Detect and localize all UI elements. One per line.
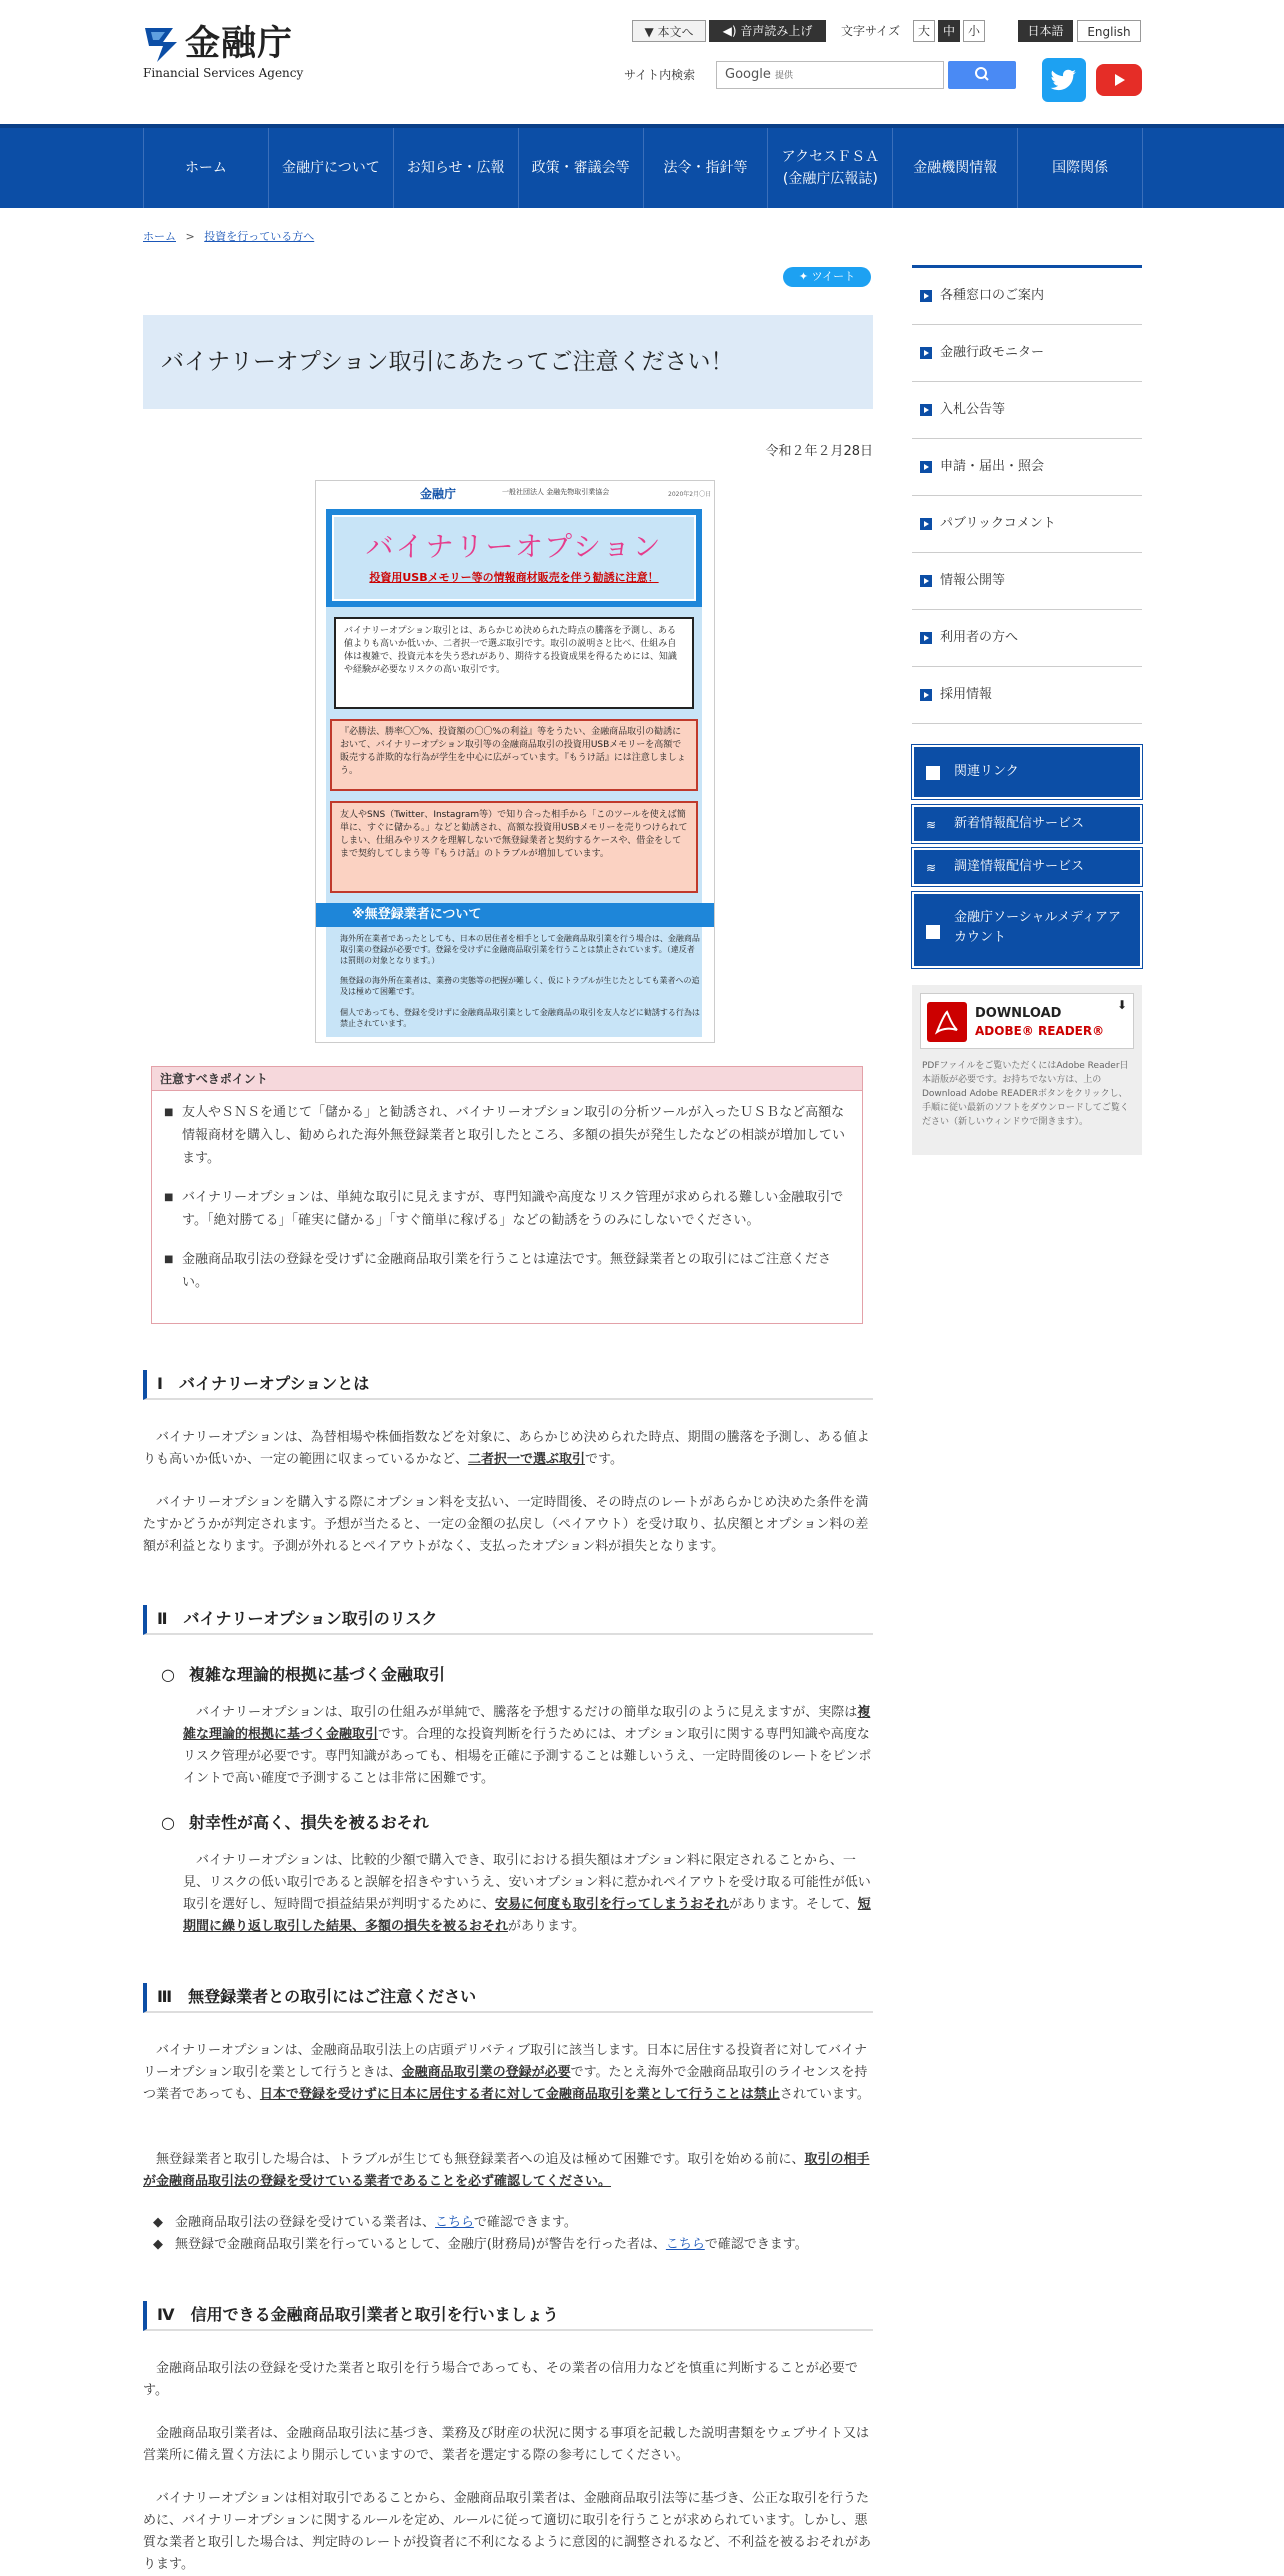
sidebar-item-label: 申請・届出・照会 [940, 459, 1045, 474]
page-title: バイナリーオプション取引にあたってご注意ください！ [143, 315, 873, 409]
site-header [0, 0, 1284, 124]
flyer-box-usb-scam: 『必勝法、勝率〇〇%、投資額の〇〇%の利益』等をうたい、金融商品取引の勧誘において、バイナリーオプション取引等の金融商品取引の投資用USBメモリーを高額で販売する詐欺的な行為が学生を中心に広がっています。『もうけ話』には注意しましょう。 [330, 719, 698, 791]
tweet-button[interactable] [783, 267, 871, 287]
breadcrumb-current[interactable]: 投資を行っている方へ [204, 230, 315, 243]
flyer-date: 2020年2月〇日 [668, 491, 712, 498]
emphasis: 金融商品取引業の登録が必要 [401, 2065, 571, 2080]
chevron-right-icon [926, 766, 940, 780]
flyer-item-2: 無登録の海外所在業者は、業務の実態等の把握が難しく、仮にトラブルが生じたとしても業者への追及は極めて困難です。 [340, 976, 700, 996]
text: 金融商品取引法の登録を受けている業者は、 [175, 2215, 436, 2230]
section-heading-1 [143, 1370, 873, 1400]
text: されています。 [779, 2087, 870, 2102]
adobe-download-text: DOWNLOAD [975, 1006, 1062, 1021]
caution-item: ■ 金融商品取引法の登録を受けずに金融商品取引業を行うことは違法です。無登録業者との取引にはご注意ください。 [162, 1248, 852, 1294]
section-number: Ⅲ [157, 1987, 173, 2006]
section-title: バイナリーオプション取引のリスク [183, 1609, 438, 1628]
related-links-label: 関連リンク [954, 764, 1019, 779]
emphasis: 安易に何度も取引を行ってしまうおそれ [495, 1897, 730, 1912]
chevron-right-icon [920, 632, 932, 644]
warned-list-link[interactable]: こちら [665, 2237, 705, 2252]
sidebar-item-label: 各種窓口のご案内 [940, 288, 1045, 303]
twitter-bird-icon: ✦ [798, 270, 809, 283]
flyer-item-3: 個人であっても、登録を受けずに金融商品取引業として金融商品の取引を友人などに勧誘する行為は禁止されています。 [340, 1008, 700, 1028]
section3-para2 [143, 2149, 873, 2193]
text: があります。 [508, 1919, 585, 1934]
sidebar-item-public-comment[interactable] [912, 496, 1142, 553]
emphasis: 二者択一で選ぶ取引 [468, 1452, 586, 1467]
text: バイナリーオプションは、為替相場や株価指数などを対象に、あらかじめ決められた時点、期間の騰落を予測し、ある値よりも高いか低いか、一定の範囲に収まっているかなど、 [143, 1430, 870, 1467]
section-title: 無登録業者との取引にはご注意ください [188, 1987, 477, 2006]
sidebar-item-label: パブリックコメント [940, 516, 1056, 531]
text: です。 [585, 1452, 623, 1467]
rss-icon: ≋ [926, 818, 937, 832]
sidebar-item-contact[interactable] [912, 268, 1142, 325]
sidebar-item-label: 利用者の方へ [940, 630, 1019, 645]
flyer-subtitle: 投資用USBメモリー等の情報商材販売を伴う勧誘に注意！ [369, 571, 659, 584]
fsa-logo[interactable] [143, 22, 313, 82]
nav-institutions[interactable]: 金融機関情報 [893, 128, 1018, 208]
twitter-icon[interactable] [1042, 58, 1086, 102]
flyer-band-unregistered: ※無登録業者について [316, 903, 714, 927]
skip-label: 本文へ [657, 25, 694, 39]
adobe-reader-download-button[interactable] [920, 993, 1134, 1049]
section2-para1 [183, 1702, 873, 1790]
flyer-title: バイナリーオプション [365, 530, 663, 563]
section4-para2: 金融商品取引業者は、金融商品取引法に基づき、業務及び財産の状況に関する事項を記載した説明書類をウェブサイト又は営業所に備え置く方法により開示していますので、業者を選定する際の参考にしてください。 [143, 2426, 870, 2463]
text: 無登録業者と取引した場合は、トラブルが生じても無登録業者への追及は極めて困難です。取引を始める前に、 [156, 2152, 805, 2167]
text: バイナリーオプションは、比較的少額で購入でき、取引における損失額はオプション料に限定されることから、一見、リスクの低い取引であると誤解を招きやすいうえ、安いオプション料に惹かれペイアウトを受け取る可能性が低い取引を選好し、短時間で損益結果が判明するために、 [183, 1853, 871, 1912]
caution-points-box [151, 1066, 863, 1324]
flyer-logo-association: 一般社団法人 金融先物取引業協会 [502, 488, 610, 496]
search-provider: 提供 [774, 71, 793, 81]
nav-access-fsa[interactable]: アクセスＦＳＡ (金融庁広報誌) [768, 128, 893, 208]
rss-news-button[interactable] [912, 805, 1142, 843]
lang-japanese-button[interactable]: 日本語 [1018, 20, 1073, 42]
flyer-box-definition: バイナリーオプション取引とは、あらかじめ決められた時点の騰落を予測し、ある値よりも高いか低いか、二者択一で選ぶ取引です。取引の説明さと比べ、仕組み自体は複雑で、投資元本を失う恐れがあり、期待する投資成果を得るためには、知識や経験が必要なリスクの高い取引です。 [334, 617, 694, 709]
sidebar-item-bids[interactable] [912, 382, 1142, 439]
section3-para1 [143, 2040, 873, 2106]
emphasis: 日本で登録を受けずに日本に居住する者に対して金融商品取引を業として行うことは禁止 [259, 2087, 780, 2102]
chevron-right-icon [920, 461, 932, 473]
sidebar-item-label: 金融行政モニター [940, 345, 1045, 360]
caution-item: ■ 友人やＳＮＳを通じて「儲かる」と勧誘され、バイナリーオプション取引の分析ツールが入ったＵＳＢなど高額な情報商材を購入し、勧められた海外無登録業者と取引したところ、多額の損失が発生したなどの相談が増加しています。 [162, 1101, 852, 1170]
registered-list-link[interactable]: こちら [435, 2215, 474, 2230]
adobe-pdf-icon [927, 1002, 967, 1042]
subheading-complex: ○ 複雑な理論的根拠に基づく金融取引 [161, 1662, 445, 1685]
flyer-title-frame [326, 509, 702, 607]
global-nav [0, 124, 1284, 208]
chevron-right-icon [920, 404, 932, 416]
section4-para1: 金融商品取引法の登録を受けた業者と取引を行う場合であっても、その業者の信用力などを慎重に判断することが必要です。 [143, 2361, 858, 2398]
sidebar-item-label: 採用情報 [940, 687, 993, 702]
publish-date: 令和２年２月28日 [765, 444, 873, 459]
read-aloud-label: 音声読み上げ [740, 24, 813, 38]
lang-english-button[interactable]: English [1077, 20, 1141, 42]
rss-procurement-button[interactable] [912, 848, 1142, 886]
skip-to-content-button[interactable]: ▼ 本文へ [632, 20, 706, 42]
social-media-label: 金融庁ソーシャルメディアアカウント [954, 910, 1122, 945]
logo-english: Financial Services Agency [143, 66, 304, 80]
search-icon [948, 61, 1016, 89]
sidebar-item-disclosure[interactable] [912, 553, 1142, 610]
breadcrumb [143, 228, 314, 244]
text: です。合理的な投資判断を行うためには、オプション取引に関する専門知識や高度なリスク管理が必要です。専門知識があっても、相場を正確に予測することは難しいうえ、一定時間後のレートをピンポイントで高い確度で予測することは非常に困難です。 [183, 1727, 872, 1786]
section2-para2 [183, 1850, 873, 1938]
section-title: バイナリーオプションとは [178, 1374, 370, 1393]
read-aloud-button[interactable]: ◀) 音声読み上げ [709, 20, 826, 42]
font-size-medium[interactable]: 中 [938, 20, 960, 42]
text: があります。そして、 [729, 1897, 858, 1912]
nav-news[interactable]: お知らせ・広報 [394, 128, 519, 208]
section-number: Ⅱ [157, 1609, 168, 1628]
warned-check-item [153, 2235, 808, 2255]
fsa-logo-mark [143, 24, 181, 64]
youtube-icon[interactable] [1096, 64, 1142, 96]
tweet-label: ツイート [811, 270, 856, 283]
sidebar-item-recruit[interactable] [912, 667, 1142, 724]
sidebar-item-users[interactable] [912, 610, 1142, 667]
breadcrumb-separator: > [185, 230, 195, 243]
text: バイナリーオプションは、金融商品取引法上の店頭デリバティブ取引に該当します。日本に居住する投資者に対してバイナリーオプション取引を業として行うときは、 [143, 2043, 868, 2080]
nav-home[interactable]: ホーム [144, 128, 269, 208]
section-title: 信用できる金融商品取引業者と取引を行いましょう [190, 2305, 559, 2324]
speaker-icon: ◀ [722, 24, 732, 38]
font-size-label: 文字サイズ [841, 24, 901, 38]
rss-news-label: 新着情報配信サービス [954, 816, 1085, 831]
text: です。たとえ海外で金融商品取引のライセンスを持つ業者であっても、 [143, 2065, 868, 2102]
warning-flyer-image [315, 480, 715, 1043]
chevron-right-icon [926, 925, 940, 939]
google-brand: Google [725, 67, 771, 82]
sidebar-item-applications[interactable] [912, 439, 1142, 496]
chevron-right-icon [920, 290, 932, 302]
text: 無登録で金融商品取引業を行っているとして、金融庁(財務局)が警告を行った者は、 [175, 2237, 666, 2252]
flyer-box-sns: 友人やSNS（Twitter、Instagram等）で知り合った相手から「このツールを使えば簡単に、すぐに儲かる。」などと勧誘され、高額な投資用USBメモリーを売りつけられてしまい、仕組みやリスクを理解しないで無登録業者と契約するケースや、借金をしてまで契約してしまう等『もうけ話』のトラブルが増加しています。 [330, 801, 698, 893]
search-input[interactable] [716, 61, 944, 89]
chevron-right-icon [920, 575, 932, 587]
font-size-large[interactable]: 大 [913, 20, 935, 42]
logo-kanji: 金融庁 [185, 24, 294, 64]
adobe-reader-note: PDFファイルをご覧いただくにはAdobe Reader日本語版が必要です。お持ちでない方は、上のDownload Adobe READERボタンをクリックし、手順に従い最新のソフトをダウンロードしてご覧ください（新しいウィンドウで開きます）。 [922, 1061, 1129, 1127]
section-number: Ⅳ [157, 2305, 175, 2324]
adobe-reader-text: ADOBE® READER® [975, 1024, 1105, 1038]
text: で確認できます。 [704, 2237, 808, 2252]
section-heading-4 [143, 2301, 873, 2331]
flyer-item-1: 海外所在業者であったとしても、日本の居住者を相手として金融商品取引業を行う場合は、金融商品取引業の登録が必要です。登録を受けずに金融商品取引業を行うことは禁止されています。（違反者は罰則の対象となります。） [340, 934, 700, 965]
registered-check-item [153, 2213, 577, 2233]
chevron-right-icon [920, 347, 932, 359]
section-heading-3 [143, 1983, 873, 2013]
nav-international[interactable]: 国際関係 [1018, 128, 1143, 208]
nav-about[interactable]: 金融庁について [269, 128, 394, 208]
sidebar [912, 265, 1142, 1127]
chevron-right-icon [920, 689, 932, 701]
breadcrumb-home[interactable]: ホーム [143, 230, 176, 243]
search-button[interactable] [948, 61, 1016, 89]
social-media-button[interactable] [912, 892, 1142, 968]
emphasis: 短期間に繰り返し取引した結果、多額の損失を被るおそれ [183, 1897, 871, 1934]
flyer-logo-fsa: 金融庁 [420, 487, 457, 501]
section1-para2: バイナリーオプションを購入する際にオプション料を支払い、一定時間後、その時点のレートがあらかじめ決めた条件を満たすかどうかが判定されます。予想が当たると、一定の金額の払戻し（ペイアウト）を受け取り、払戻額とオプション料の差額が利益となります。予測が外れるとペイアウトがなく、支払ったオプション料が損失となります。 [143, 1495, 869, 1554]
caution-points-heading: 注意すべきポイント [152, 1067, 862, 1091]
site-search-label: サイト内検索 [624, 68, 696, 82]
chevron-right-icon [920, 518, 932, 530]
sidebar-item-label: 入札公告等 [940, 402, 1006, 417]
subheading-speculative: ○ 射幸性が高く、損失を被るおそれ [161, 1810, 429, 1833]
rss-procurement-label: 調達情報配信サービス [954, 859, 1085, 874]
section-number: Ⅰ [157, 1374, 163, 1393]
emphasis: 複雑な理論的根拠に基づく金融取引 [183, 1705, 871, 1742]
related-links-button[interactable] [912, 745, 1142, 799]
text: で確認できます。 [473, 2215, 577, 2230]
nav-policy[interactable]: 政策・審議会等 [519, 128, 644, 208]
nav-laws[interactable]: 法令・指針等 [644, 128, 769, 208]
emphasis: 取引の相手が金融商品取引法の登録を受けている業者であることを必ず確認してください。 [143, 2152, 870, 2189]
rss-icon: ≋ [926, 861, 937, 875]
font-size-small[interactable]: 小 [963, 20, 985, 42]
caution-item: ■ バイナリーオプションは、単純な取引に見えますが、専門知識や高度なリスク管理が求められる難しい金融取引です。「絶対勝てる」「確実に儲かる」「すぐ簡単に稼げる」などの勧誘をうのみにしないでください。 [162, 1186, 852, 1232]
sidebar-item-monitor[interactable] [912, 325, 1142, 382]
download-arrow-icon: ⬇ [1116, 998, 1127, 1012]
section-heading-2 [143, 1605, 873, 1635]
sidebar-item-label: 情報公開等 [940, 573, 1006, 588]
sidebar-menu [912, 265, 1142, 724]
text: バイナリーオプションは、取引の仕組みが単純で、騰落を予想するだけの簡単な取引のように見えますが、実際は [196, 1705, 858, 1720]
adobe-reader-block [912, 985, 1142, 1155]
section1-para1 [143, 1427, 873, 1471]
section4-para3: バイナリーオプションは相対取引であることから、金融商品取引業者は、金融商品取引法等に基づき、公正な取引を行うために、バイナリーオプションに関するルールを定め、ルールに従って適切に取引を行うことが求められています。しかし、悪質な業者と取引した場合は、判定時のレートが投資者に不利になるように意図的に調整されるなど、不利益を被るおそれがあります。 [143, 2491, 872, 2572]
